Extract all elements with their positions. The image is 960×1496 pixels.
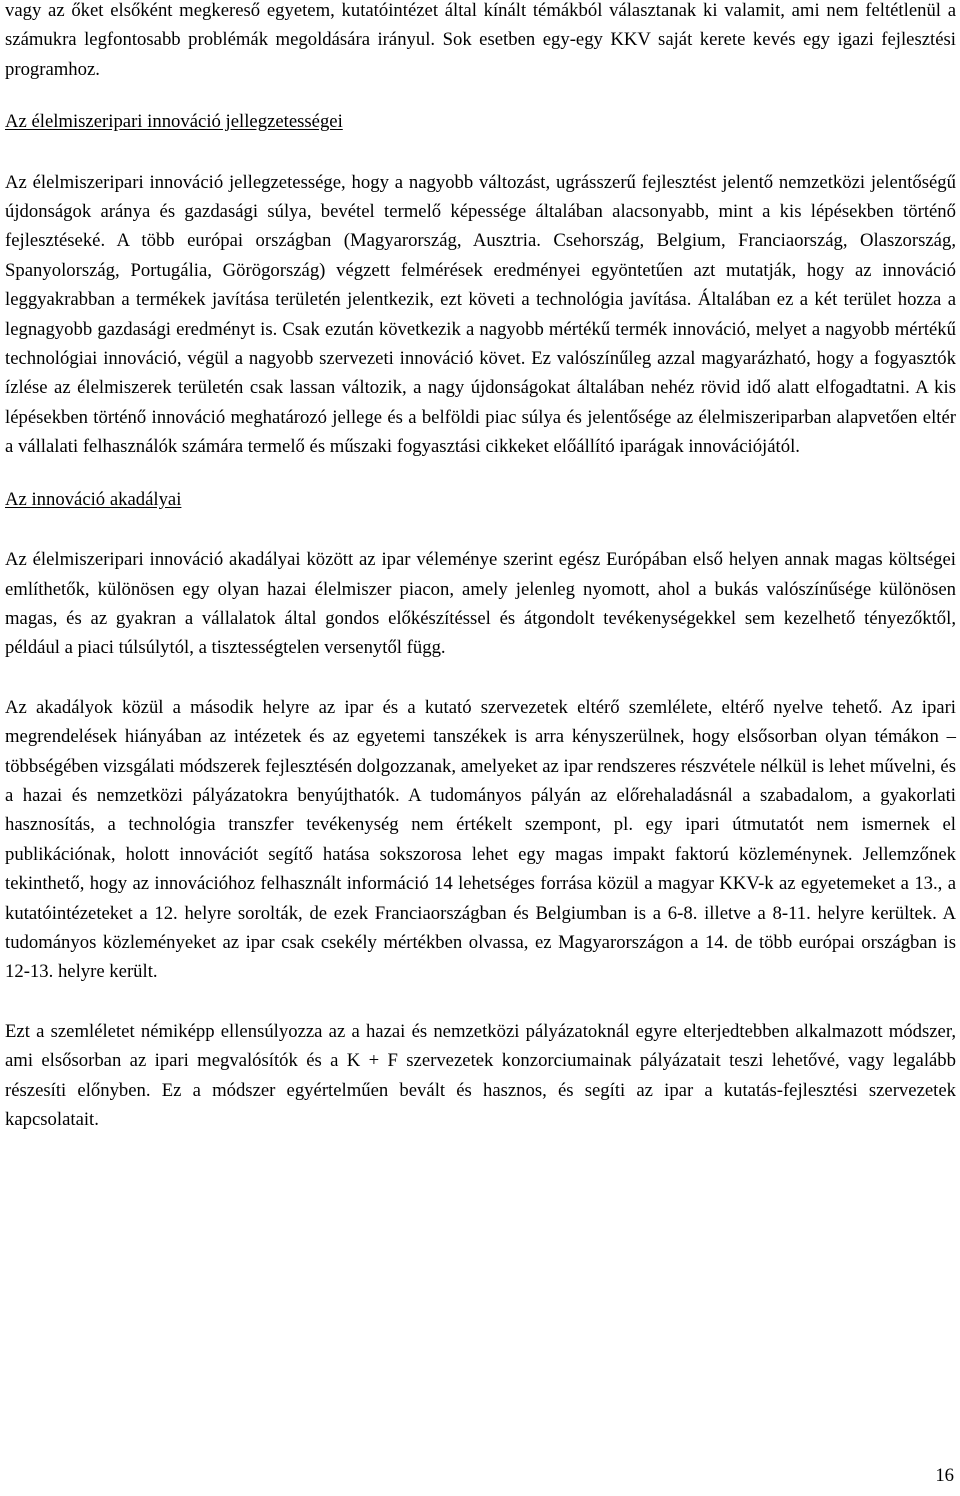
section-heading-innovation-barriers: Az innováció akadályai bbox=[5, 488, 182, 510]
barriers-paragraph-3: Ezt a szemléletet némiképp ellensúlyozza az a hazai és nemzetközi pályázatoknál egyre elterjedtebben alkalmazott módszer, ami elsősorban az ipari megvalósítók és a K + F szervezetek konzorciumainak pályázatait teszi lehetővé, vagy legalább részesíti előnyben. Ez a módszer egyértelműen bevált és hasznos, és segíti az ipar a kutatás-fejlesztési szervezetek kapcsolatait. bbox=[5, 1020, 956, 1130]
page-number: 16 bbox=[935, 1465, 954, 1486]
section-heading-food-innovation: Az élelmiszeripari innováció jellegzetességei bbox=[5, 111, 343, 133]
food-innovation-paragraph: Az élelmiszeripari innováció jellegzetessége, hogy a nagyobb változást, ugrásszerű fejlesztést jelentő nemzetközi jelentőségű újdonságok aránya és gazdasági súlya, bevétel termelő képessége általában alacsonyabb, mint a kis lépésekben történő fejlesztéseké. A több európai országban (Magyarország, Ausztria. Csehország, Belgium, Franciaország, Olaszország, Spanyolország, Portugália, Görögország) végzett felmérések eredményei egyöntetűen azt mutatják, hogy az innováció leggyakrabban a termékek javítása területén jelentkezik, ezt követi a technológia javítása. Általában ez a két terület hozza a legnagyobb gazdasági eredményt is. Csak ezután következik a nagyobb mértékű termék innováció, melyet a nagyobb mértékű technológiai innováció, végül a nagyobb szervezeti innováció követ. Ez valószínűleg azzal magyarázható, hogy a fogyasztók ízlése az élelmiszerek területén csak lassan változik, a nagy újdonságokat általában nehéz rövid idő alatt elfogadtatni. A kis lépésekben történő innováció meghatározó jellege és a belföldi piac súlya és jelentősége az élelmiszeriparban alapvetően eltér a vállalati felhasználók számára termelő és műszaki fogyasztási cikkeket előállító iparágak innovációjától. bbox=[5, 171, 956, 458]
intro-paragraph: vagy az őket elsőként megkereső egyetem, kutatóintézet által kínált témákból választanak ki valamit, ami nem feltétlenül a számukra legfontosabb problémák megoldására irányul. Sok esetben egy-egy KKV saját kerete kevés egy igazi fejlesztési programhoz. bbox=[5, 0, 956, 80]
barriers-paragraph-2: Az akadályok közül a második helyre az ipar és a kutató szervezetek eltérő szemlélete, eltérő nyelve tehető. Az ipari megrendelések hiányában az intézetek és az egyetemi tanszékek is arra kényszerülnek, hogy elsősorban olyan témákon – többségében vizsgálati módszerek fejlesztésén dolgozzanak, amelyeket az ipar rendszeres részvétele nélkül is lehet művelni, és a hazai és nemzetközi pályázatokra benyújthatók. A tudományos pályán az előrehaladásnál a szabadalom, a gyakorlati hasznosítás, a technológia transzfer tevékenység nem értékelt szempont, pl. egy ipari útmutatót nem ismernek el publikációnak, holott innovációt segítő hatása sokszorosa lehet egy magas impakt faktorú közleménynek. Jellemzőnek tekinthető, hogy az innovációhoz felhasznált információ 14 lehetséges forrása közül a magyar KKV-k az egyetemeket a 13., a kutatóintézeteket a 12. helyre sorolták, de ezek Franciaországban és Belgiumban is a 6-8. illetve a 8-11. helyre kerültek. A tudományos közleményeket az ipar csak csekély mértékben olvassa, ez Magyarországon a 14. de több európai országban is 12-13. helyre került. bbox=[5, 696, 956, 983]
barriers-paragraph-1: Az élelmiszeripari innováció akadályai között az ipar véleménye szerint egész Európában első helyen annak magas költségei említhetők, különösen egy olyan hazai élelmiszer piacon, amely jelenleg nyomott, ahol a bukás valószínűsége különösen magas, és az gyakran a vállalatok által gondos előkészítéssel és átgondolt tevékenységekkel sem kezelhető tényezőktől, például a piaci túlsúlytól, a tisztességtelen versenytől függ. bbox=[5, 549, 956, 659]
document-page bbox=[5, 0, 956, 1134]
